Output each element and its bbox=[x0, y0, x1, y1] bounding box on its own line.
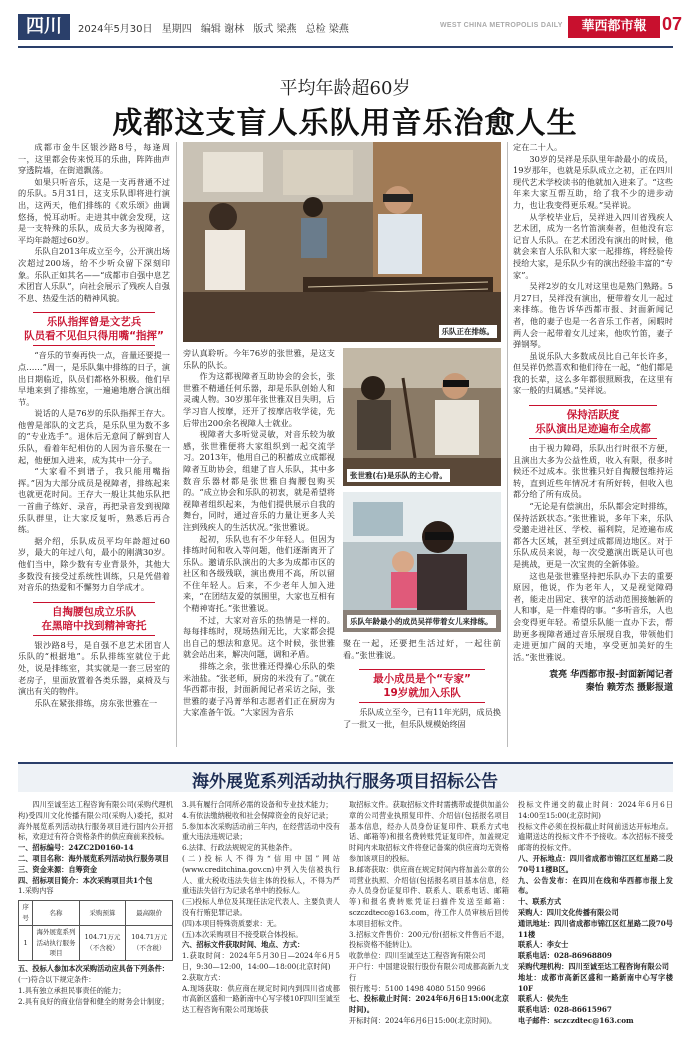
paragraph: 起初，乐队也有不少年轻人。但因为排练时间和收入等问题，他们逐渐离开了乐队。邀请乐队演出的大多为成都市区的社区和各级残联，演出费用不高，所以留不住年轻人。后来，不少老年人加入进来，“在团结友爱的氛围里，大家也互相有个精神寄托。”张世雅说。 bbox=[183, 533, 335, 614]
article-column-1 bbox=[18, 142, 170, 709]
page-number: 07 bbox=[662, 14, 683, 34]
paragraph: “大家看不到谱子，我只能用嘴指挥。”因为大部分成员是视障者，排练起来也就更花时间。王存大一般让其他乐队把一首曲子练好、录音，再把录音发到视障乐队群里，让大家反复听，熟悉后再合练。 bbox=[18, 466, 170, 535]
notice-column-1 bbox=[18, 800, 173, 1007]
notice-text: 地址：成都市高新区盛和一路新南中心写字楼10F bbox=[518, 972, 673, 993]
article-subhead: 平均年龄超60岁 bbox=[279, 78, 411, 99]
notice-text: 银行账号：5100 1498 4080 5150 9966 bbox=[349, 983, 486, 993]
notice-title: 海外展览系列活动执行服务项目招标公告 bbox=[192, 772, 498, 792]
notice-text: (五)本次采购项目不接受联合体投标。 bbox=[182, 929, 303, 939]
paragraph: 吴祥2岁的女儿对这里也是熟门熟路。5月27日，吴祥没有演出，便带着女儿一起过来排练。他告诉华西都市报、封面新闻记者，他的妻子也是一名音乐工作者，闲暇时两人会一起带着女儿过来，他吹竹笛，妻子弹钢琴。 bbox=[513, 281, 673, 350]
byline: 袁亮 华西都市报-封面新闻记者 秦怡 赖芳杰 摄影报道 bbox=[549, 670, 673, 694]
notice-text: 电子邮件：sczczdtec@163.com bbox=[518, 1015, 634, 1025]
notice-text: (二)投标人不得为“信用中国”网站(www.creditchina.gov.cn)中列入失信被执行人、重大税收违法失信主体的投标人，不得为严重违法失信行为记录名单中的投标人。 bbox=[182, 853, 340, 896]
paragraph: 从学校毕业后，吴祥进入四川省残疾人艺术团，成为一名竹笛演奏者，但他没有忘记盲人乐队。在艺术团没有演出的时候，他就会来盲人乐队和大家一起排练，将经验传授给大家，是乐队少有的演出经验丰富的“专家”。 bbox=[513, 211, 673, 280]
article-column-2 bbox=[183, 348, 335, 719]
photo-illustration bbox=[343, 348, 501, 486]
budget-table bbox=[18, 900, 173, 961]
column-divider bbox=[176, 142, 177, 747]
notice-text: 四、招标项目简介：本次采购项目共1个包 bbox=[18, 875, 153, 885]
notice-text: 四川至诚至达工程咨询有限公司(采购代理机构)受四川文化传播有限公司(采购人)委托，拟对海外展览系列活动执行服务项目进行国内公开招标，欢迎过有符合资格条件的供应商前来投标。 bbox=[18, 800, 173, 842]
paragraph: 定在二十人。 bbox=[513, 142, 563, 152]
photo-leader bbox=[343, 348, 501, 486]
article-column-4 bbox=[513, 142, 673, 695]
paragraph: 说话的人是76岁的乐队指挥王存大。他曾是部队的文艺兵，是乐队里为数不多的“专业选手”。退休后无意间了解到盲人乐队，看着年纪相仿的人因为音乐聚在一起，他便加入进来，成为其中一分子。 bbox=[18, 408, 170, 465]
photo-caption: 张世雅(右)是乐队的主心骨。 bbox=[347, 469, 450, 482]
notice-text: 五、投标人参加本次采购活动应具备下列条件： bbox=[18, 964, 169, 974]
section-heading: 保持活跃度 乐队演出足迹遍布全成都 bbox=[513, 405, 673, 439]
notice-text: 3.招标文件售价：200元/份(招标文件售后不退，投标资格不能转让)。 bbox=[349, 929, 509, 950]
notice-text: 联系电话：028-86968809 bbox=[518, 951, 612, 961]
notice-text: 采购人：四川文化传播有限公司 bbox=[518, 907, 619, 917]
table-header-row: 序号 名称 采购预算 最高限价 bbox=[19, 901, 173, 926]
notice-text: 3.具有履行合同所必需的设备和专业技术能力； bbox=[182, 800, 333, 809]
notice-text: 二、项目名称：海外展览系列活动执行服务项目 bbox=[18, 853, 169, 863]
notice-text: 开户行：中国建设银行股份有限公司成都高新九支行 bbox=[349, 961, 509, 982]
paragraph: 不过，大家对音乐的热情是一样的。每每排练时，现场热闹无比，大家都会提出自己的想法和意见。这个时候，张世雅就会站出来，解决问题，调和矛盾。 bbox=[183, 614, 335, 660]
notice-column-4 bbox=[518, 800, 673, 1027]
notice-text: 2.具有良好的商业信誉和健全的财务会计制度； bbox=[18, 996, 169, 1006]
notice-column-3 bbox=[349, 800, 509, 1027]
header-design: 版式 梁燕 bbox=[253, 24, 297, 35]
notice-text: (一)符合以下规定条件： bbox=[18, 974, 96, 984]
paragraph: 乐队在紧张排练，房东张世雅在一 bbox=[34, 697, 158, 708]
notice-text: 4.有依法缴纳税收和社会保障资金的良好记录； bbox=[182, 810, 333, 820]
photo-caption: 乐队正在排练。 bbox=[439, 325, 498, 338]
header-rule bbox=[18, 46, 673, 48]
paragraph: “无论是有偿演出，乐队都会定时排练，保持活跃状态。”张世雅说，多年下来，乐队受邀走进社区、学校、福利院，足迹遍布成都各大区域，甚至到过成都周边地区。对于乐队成员来说，每一次受邀演出既是认可也是挑战，更是一次宝贵的全新体验。 bbox=[513, 501, 673, 569]
photo-illustration bbox=[343, 492, 501, 632]
paragraph: 视障者大多听觉灵敏，对音乐较为敏感，张世雅便将大家组织到一起交流学习。2013年，他用自己的积蓄成立成都视障者互助协会，组建了盲人乐队，其中多数音乐器材都是张世雅自掏腰包购买的。“成立协会和乐队的初衷，就是希望将视障者组织起来，为他们提供展示自我的舞台，同时，通过音乐的力量让更多人关注到残疾人的生活状况。”张世雅说。 bbox=[183, 429, 335, 532]
header-english-name: WEST CHINA METROPOLIS DAILY bbox=[440, 22, 563, 29]
paragraph: 30岁的吴祥是乐队里年龄最小的成员，19岁那年，也就是乐队成立之初，正在四川现代艺术学校读书的他就加入进来了。“这些年来大家互帮互助，给了我不少的进步动力，也让我变得更乐观。”吴祥说。 bbox=[513, 153, 673, 210]
paragraph: 聚在一起，还要把生活过好，一起往前看。”张世雅说。 bbox=[343, 638, 501, 660]
column-divider bbox=[507, 142, 508, 747]
notice-text: 采购代理机构：四川至诚至达工程咨询有限公司 bbox=[518, 961, 669, 971]
notice-text: (三)投标人单位及其现任法定代表人、主要负责人没有行贿犯罪记录。 bbox=[182, 897, 340, 917]
notice-text: 6.法律、行政法规规定的其他条件。 bbox=[182, 843, 297, 853]
paragraph: 乐队成立至今，已有11年光阴，成员换了一批又一批，但乐队规模始终固 bbox=[343, 707, 501, 729]
paragraph: 旁认真聆听。今年76岁的张世雅，是这支乐队的队长。 bbox=[183, 348, 335, 370]
article-column-3 bbox=[343, 638, 501, 730]
notice-column-2 bbox=[182, 800, 340, 1016]
paragraph: “音乐的节奏再快一点，音量还要提一点……”周一，是乐队集中排练的日子，演出日期临近，队员们都格外积极。他们早早地来到了排练室，一遍遍地磨合演出细节。 bbox=[18, 350, 170, 407]
notice-text: 1.获取时间：2024年5月30日—2024年6月5日，9:30—12:00，14:00—18:00(北京时间) bbox=[182, 951, 340, 971]
notice-text: A.现场获取：供应商在规定时间内到四川省成都市高新区盛和一路新南中心写字楼10F四川至诚至达工程咨询有限公司现场获 bbox=[182, 983, 340, 1015]
notice-text: 联系人：侯先生 bbox=[518, 994, 569, 1004]
photo-youngest-member bbox=[343, 492, 501, 632]
notice-text: 十、联系方式 bbox=[518, 897, 562, 907]
notice-text: 八、开标地点：四川省成都市锦江区红星路二段70号11楼B区。 bbox=[518, 853, 673, 874]
section-heading: 乐队指挥曾是文艺兵 队员看不见但只得用嘴“指挥” bbox=[18, 312, 170, 346]
section-heading: 最小成员是个“专家” 19岁就加入乐队 bbox=[343, 669, 501, 703]
photo-caption: 乐队年龄最小的成员吴祥带着女儿来排练。 bbox=[347, 615, 496, 628]
notice-text: 取招标文件。获取招标文件时需携带或提供加盖公章的公司营业执照复印件、介绍信(包括报名项目基本信息，经办人员身份证复印件、联系方式电话、邮箱等)和报名费转账凭证复印件，加盖规定时间内未取招标文件将登记备案的供应商均无资格参加该项目的投标。 bbox=[349, 800, 509, 863]
paragraph: 如果只听音乐，这是一支再普通不过的乐队。5月31日，这支乐队即将进行演出，这两天，他们排练的《欢乐颂》曲调悠扬，悦耳动听。走进其中就会发现，这是一支特殊的乐队，成员大多为视障者，平均年龄超过60岁。 bbox=[18, 176, 170, 245]
paragraph: 银沙路8号，是自强不息艺术团盲人乐队的“根据地”。乐队排练室就位于此处，说是排练室，其实就是一套三居室的老房子，里面放置着各类乐器，桌椅及与演出有关的物件。 bbox=[18, 639, 170, 697]
paragraph: 由于视力障碍，乐队出行时很不方便，且演出大多为公益性质，收入有限，很多时候还不过成本。张世雅只好自掏腰包维持运转，直到近些年情况才有所好转，但收入也都分给了所有成员。 bbox=[513, 443, 673, 500]
notice-text: 投标文件递交的截止时间：2024年6月6日14:00至15:00(北京时间) bbox=[518, 800, 673, 820]
notice-text: 1.具有独立承担民事责任的能力； bbox=[18, 985, 126, 995]
notice-text: 收款单位：四川至诚至达工程咨询有限公司 bbox=[349, 951, 486, 961]
article-headline: 成都这支盲人乐队用音乐治愈人生 bbox=[112, 106, 578, 141]
header-editor: 编辑 谢林 bbox=[200, 24, 245, 35]
notice-text: 2.获取方式： bbox=[182, 972, 225, 982]
paragraph: 虽说乐队大多数成员比自己年长许多，但吴祥仍然喜欢和他们待在一起，“他们都是我的长辈，这么多年都很照顾我，在这里有家一般的归属感。”吴祥说。 bbox=[513, 350, 673, 396]
notice-text: 三、资金来源：自筹资金 bbox=[18, 864, 98, 874]
section-heading: 自掏腰包成立乐队 在黑暗中找到精神寄托 bbox=[18, 602, 170, 636]
notice-text: 开标时间：2024年6月6日15:00(北京时间)。 bbox=[349, 1015, 497, 1025]
paragraph: 成都市金牛区银沙路8号，每逢周一，这里都会传来悦耳的乐曲，阵阵曲声穿透院墙，在街道飘荡。 bbox=[18, 142, 170, 176]
header-meta bbox=[78, 20, 355, 35]
notice-text: 联系电话：028-86615967 bbox=[518, 1005, 612, 1015]
photo-illustration bbox=[183, 142, 501, 342]
header-date: 2024年5月30日 bbox=[78, 24, 153, 35]
paragraph: 排练之余，张世雅还得操心乐队的柴米油盐。“张老师，厨房的米没有了。”就在华西都市报，封面新闻记者采访之际，张世雅的妻子冯菁举和志愿者们正在厨房为大家准备午饭。“大家因为音乐 bbox=[183, 661, 335, 718]
notice-text: (四)本项目特殊资质要求：无。 bbox=[182, 918, 282, 928]
notice-text: 六、招标文件获取时间、地点、方式： bbox=[182, 940, 305, 950]
paragraph: 据介绍，乐队成员平均年龄超过60岁，最大的年过八旬，最小的刚满30岁。他们当中，除少数有专业背景外，其他大多数没有接受过系统性训练，只是凭借着对音乐的热爱和不懈努力自学成才。 bbox=[18, 535, 170, 593]
notice-text: 5.参加本次采购活动前三年内，在经营活动中没有重大违法违规记录； bbox=[182, 821, 340, 842]
paragraph: 作为这都视障者互助协会的会长，张世雅不精通任何乐器，却是乐队创始人和灵魂人物。30岁那年张世雅双目失明，后学习盲人按摩，还开了按摩店收学徒，先后带出200余名视障人士就业。 bbox=[183, 371, 335, 428]
notice-text: 投标文件必须在投标截止时间前送达开标地点。逾期送达的投标文件不予接收。本次招标不接受邮寄的投标文件。 bbox=[518, 821, 673, 853]
newspaper-logo: 華西都市報 bbox=[568, 16, 660, 38]
paragraph: 乐队自2013年成立至今，公开演出场次超过200场，给不少听众留下深刻印象。乐队正如其名——“成都市自强中息艺术团盲人乐队”，向社会展示了残疾人自强不息、热爱生活的精神风貌。 bbox=[18, 246, 170, 303]
notice-text: 九、公告发布：在四川在线和华西都市报上发布。 bbox=[518, 875, 673, 896]
header-weekday: 星期四 bbox=[161, 24, 192, 35]
table-row: 1 海外展览系列活动执行服务项目 104.71万元（不含税） 104.71万元（不含税） bbox=[19, 925, 173, 960]
paragraph: 这也是张世雅坚持把乐队办下去的重要原因，他说，作为老年人，又是视觉障碍者，能走出固定、狭窄的活动范围接触新的人和事，是一件难得的事。“多听音乐，人也会变得更年轻。希望乐队能一直办下去，帮助更多视障者通过音乐展现自我，带领他们走进更加广阔的天地，享受更加美好的生活。”张世雅说。 bbox=[513, 570, 673, 662]
notice-text: 联系人：李女士 bbox=[518, 940, 569, 950]
notice-text: 一、招标编号：24ZC2D0160-14 bbox=[18, 843, 134, 853]
notice-text: 七、投标截止时间：2024年6月6日15:00(北京时间)。 bbox=[349, 994, 509, 1015]
notice-text: 1.采购内容 bbox=[18, 886, 54, 896]
page-header bbox=[0, 0, 690, 52]
section-label: 四川 bbox=[18, 14, 70, 40]
photo-band-rehearsal bbox=[183, 142, 501, 342]
header-proof: 总检 梁燕 bbox=[305, 24, 349, 35]
notice-text: B.邮寄获取：供应商在规定时间内将加盖公章的公司营业执照、介绍信(包括报名项目基本信息，经办人员身份证复印件、联系人、联系电话、邮箱等)和报名费转账凭证扫描件发送至邮箱：sczczdtecc@163.com，待工作人员审核后回传本项目招标文件。 bbox=[349, 864, 509, 928]
notice-text: 通讯地址：四川省成都市锦江区红星路二段70号11楼 bbox=[518, 918, 673, 939]
